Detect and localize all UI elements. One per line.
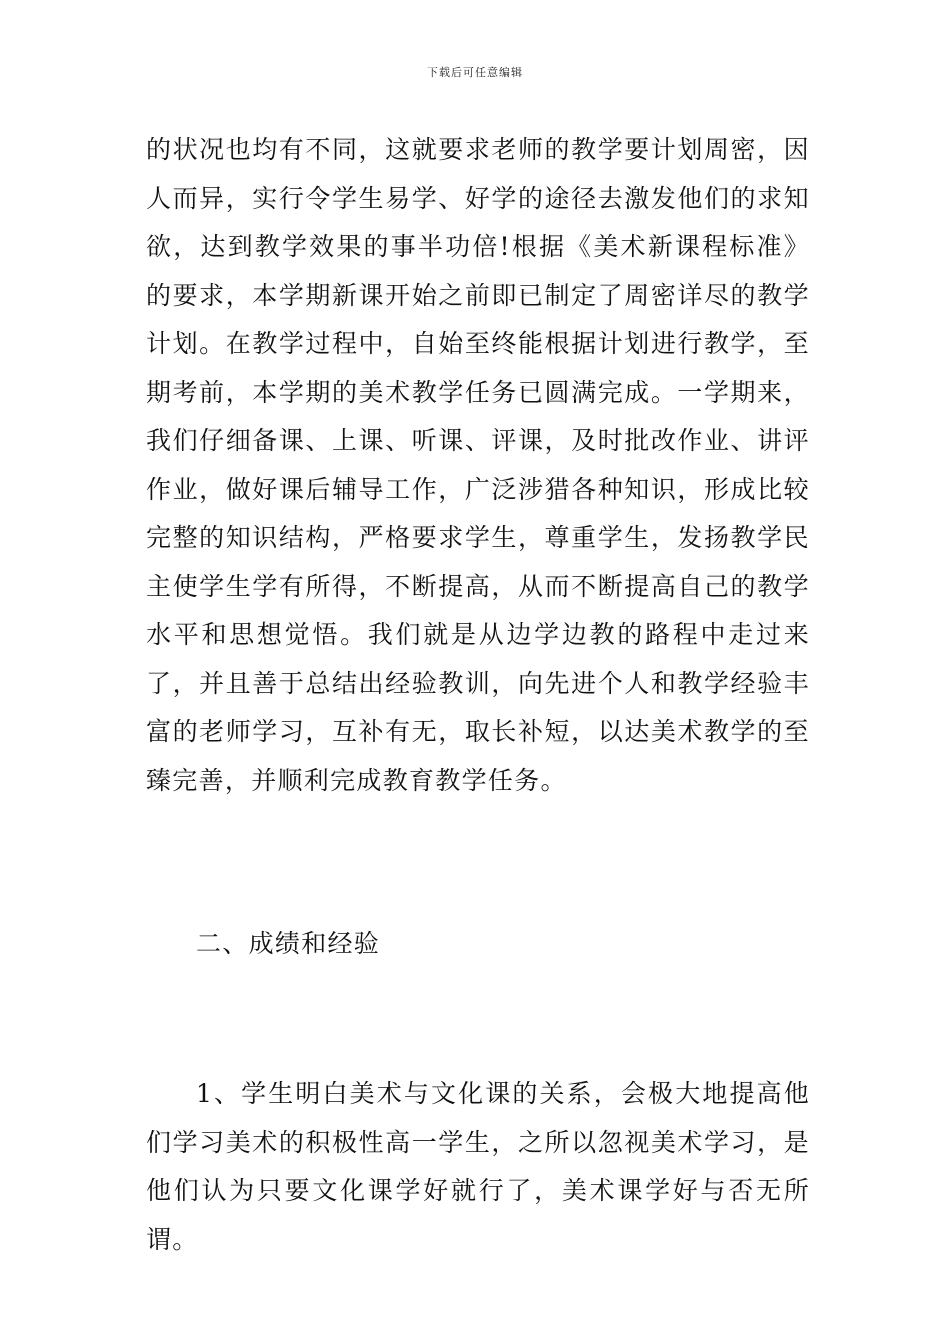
page-header-note: 下载后可任意编辑 — [427, 66, 523, 79]
body-paragraph-1: 的状况也均有不同，这就要求老师的教学要计划周密，因人而异，实行令学生易学、好学的途径去激发他们的求知欲，达到教学效果的事半功倍!根据《美术新课程标准》的要求，本学期新课开始之前即已制定了周密详尽的教学计划。在教学过程中，自始至终能根据计划进行教学，至期考前，本学期的美术教学任务已圆满完成。一学期来，我们仔细备课、上课、听课、评课，及时批改作业、讲评作业，做好课后辅导工作，广泛涉猎各种知识，形成比较完整的知识结构，严格要求学生，尊重学生，发扬教学民主使学生学有所得，不断提高，从而不断提高自己的教学水平和思想觉悟。我们就是从边学边教的路程中走过来了，并且善于总结出经验教训，向先进个人和教学经验丰富的老师学习，互补有无，取长补短，以达美术教学的至臻完善，并顺利完成教育教学任务。 — [146, 135, 810, 795]
body-paragraph-2: 1、学生明白美术与文化课的关系，会极大地提高他们学习美术的积极性高一学生，之所以忽视美术学习，是他们认为只要文化课学好就行了，美术课学好与否无所谓。 — [146, 1079, 810, 1254]
section-heading: 二、成绩和经验 — [196, 929, 381, 958]
